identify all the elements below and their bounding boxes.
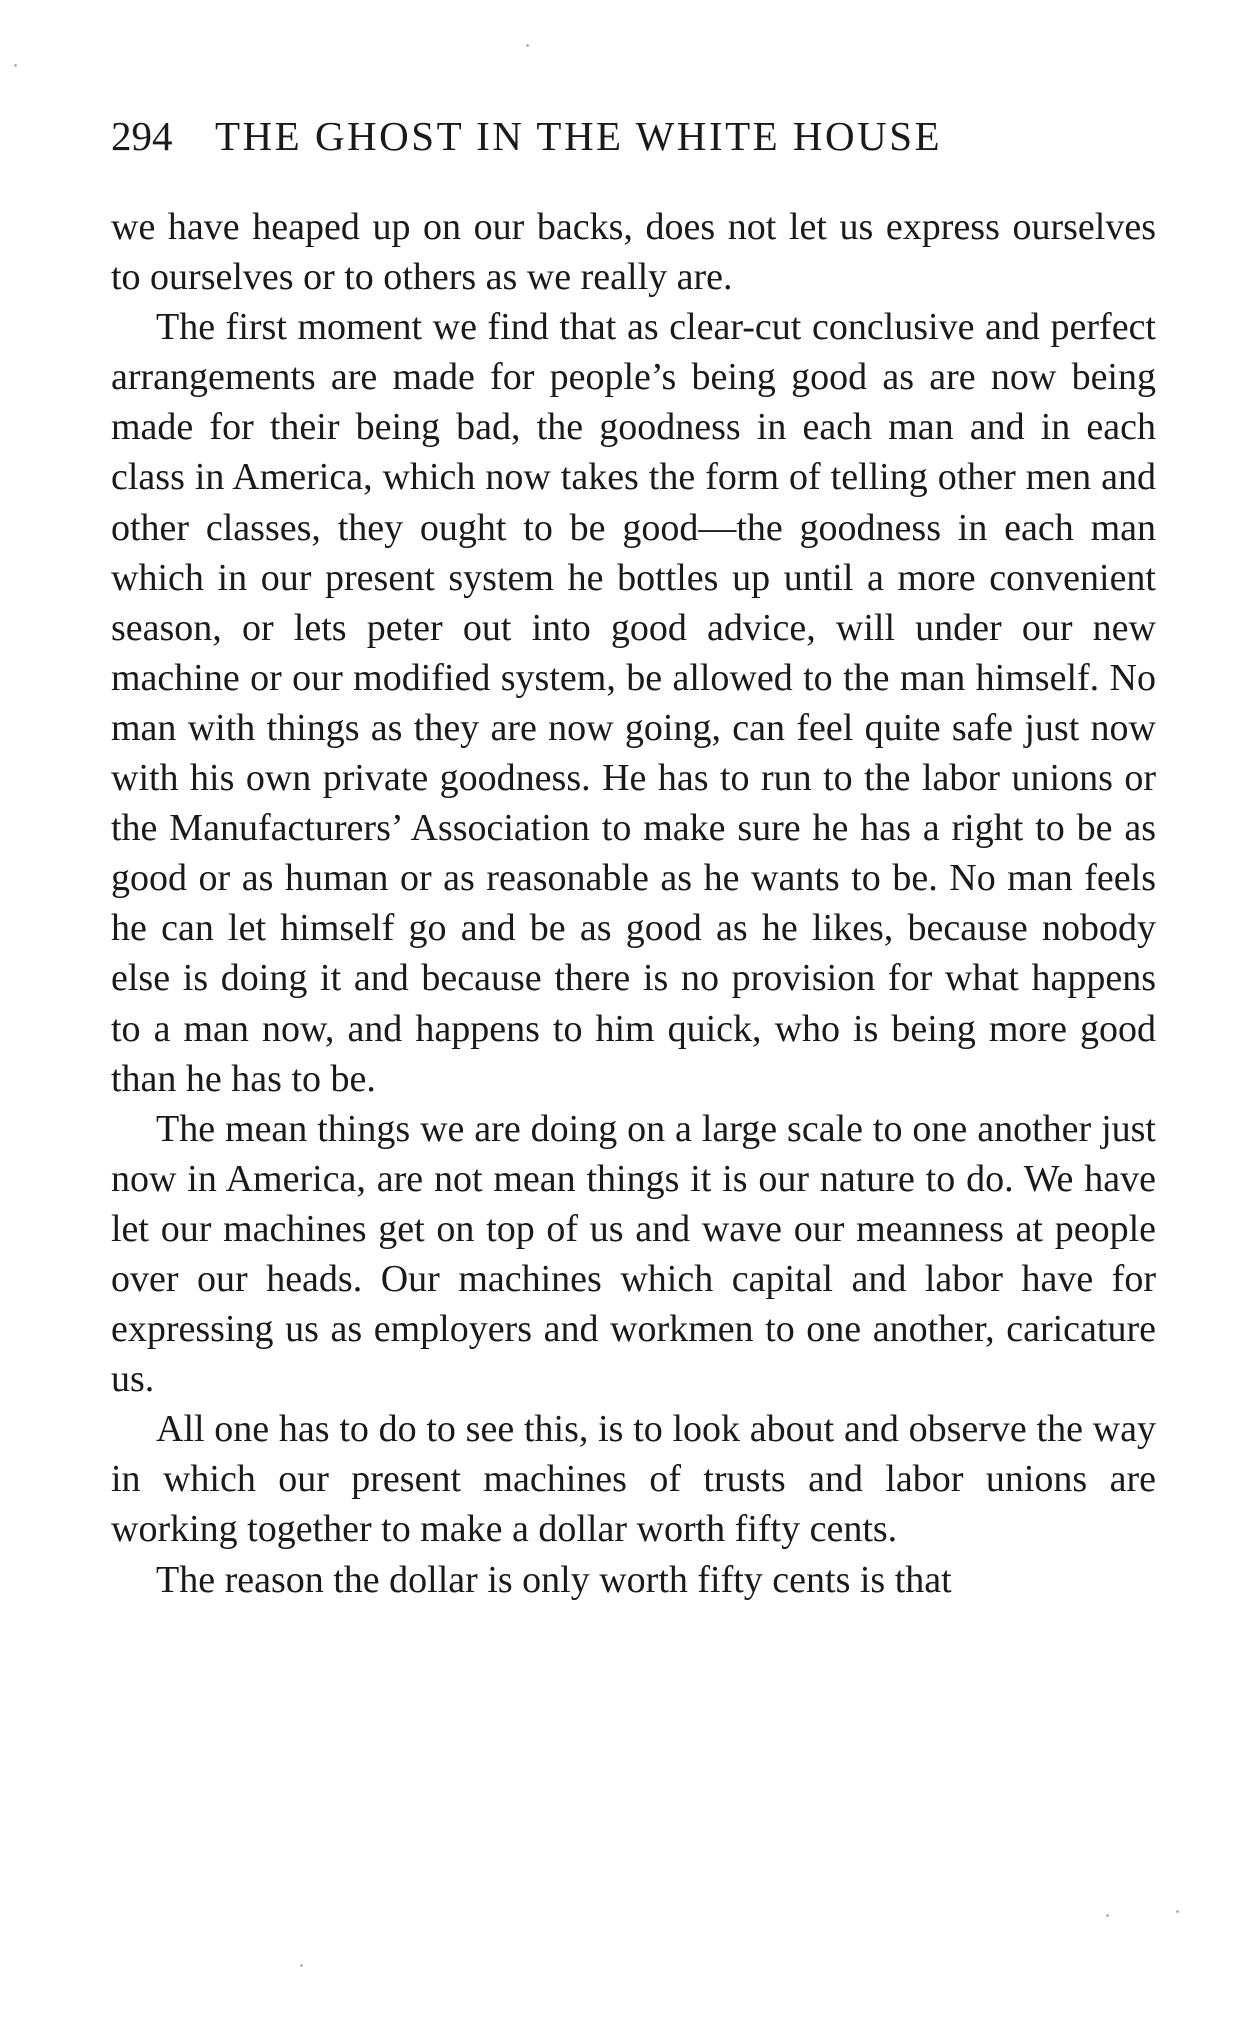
book-title: THE GHOST IN THE WHITE HOUSE bbox=[215, 113, 943, 159]
paragraph: The first moment we find that as clear-cut conclusive and perfect arrangements are made for people’s being good as are now being made for their being bad, the goodness in each man and in each class in America, which now takes the form of telling other men and other classes, they ought to be good—the goodness in each man which in our present system he bottles up until a more convenient season, or lets peter out into good advice, will under our new machine or our modified system, be allowed to the man himself. No man with things as they are now going, can feel quite safe just now with his own private goodness. He has to run to the labor unions or the Manufacturers’ Association to make sure he has a right to be as good or as human or as reasonable as he wants to be. No man feels he can let himself go and be as good as he likes, because nobody else is doing it and because there is no provision for what happens to a man now, and happens to him quick, who is being more good than he has to be. bbox=[111, 306, 1156, 1100]
paragraph: All one has to do to see this, is to look about and observe the way in which our present machines of trusts and labor unions are working together to make a dollar worth fifty cents. bbox=[111, 1408, 1156, 1551]
paragraph-final-line: The reason the dollar is only worth fifty cents is that bbox=[156, 1558, 952, 1601]
scan-speck bbox=[1106, 1914, 1109, 1917]
scan-speck bbox=[300, 1964, 303, 1967]
page-number: 294 bbox=[111, 113, 173, 159]
book-page bbox=[111, 112, 1156, 1605]
body-text bbox=[111, 202, 1156, 1605]
scan-speck bbox=[1176, 1910, 1179, 1913]
paragraph: The mean things we are doing on a large scale to one another just now in America, are not mean things it is our nature to do. We have let our machines get on top of us and wave our meanness at people over our heads. Our machines which capital and labor have for expressing us as employers and workmen to one another, caricature us. bbox=[111, 1107, 1156, 1401]
paragraph-continuation: we have heaped up on our backs, does not let us express ourselves to ourselves or to others as we really are. bbox=[111, 206, 1156, 299]
scan-speck bbox=[14, 64, 17, 67]
scan-speck bbox=[526, 44, 529, 47]
running-head bbox=[111, 112, 1156, 170]
